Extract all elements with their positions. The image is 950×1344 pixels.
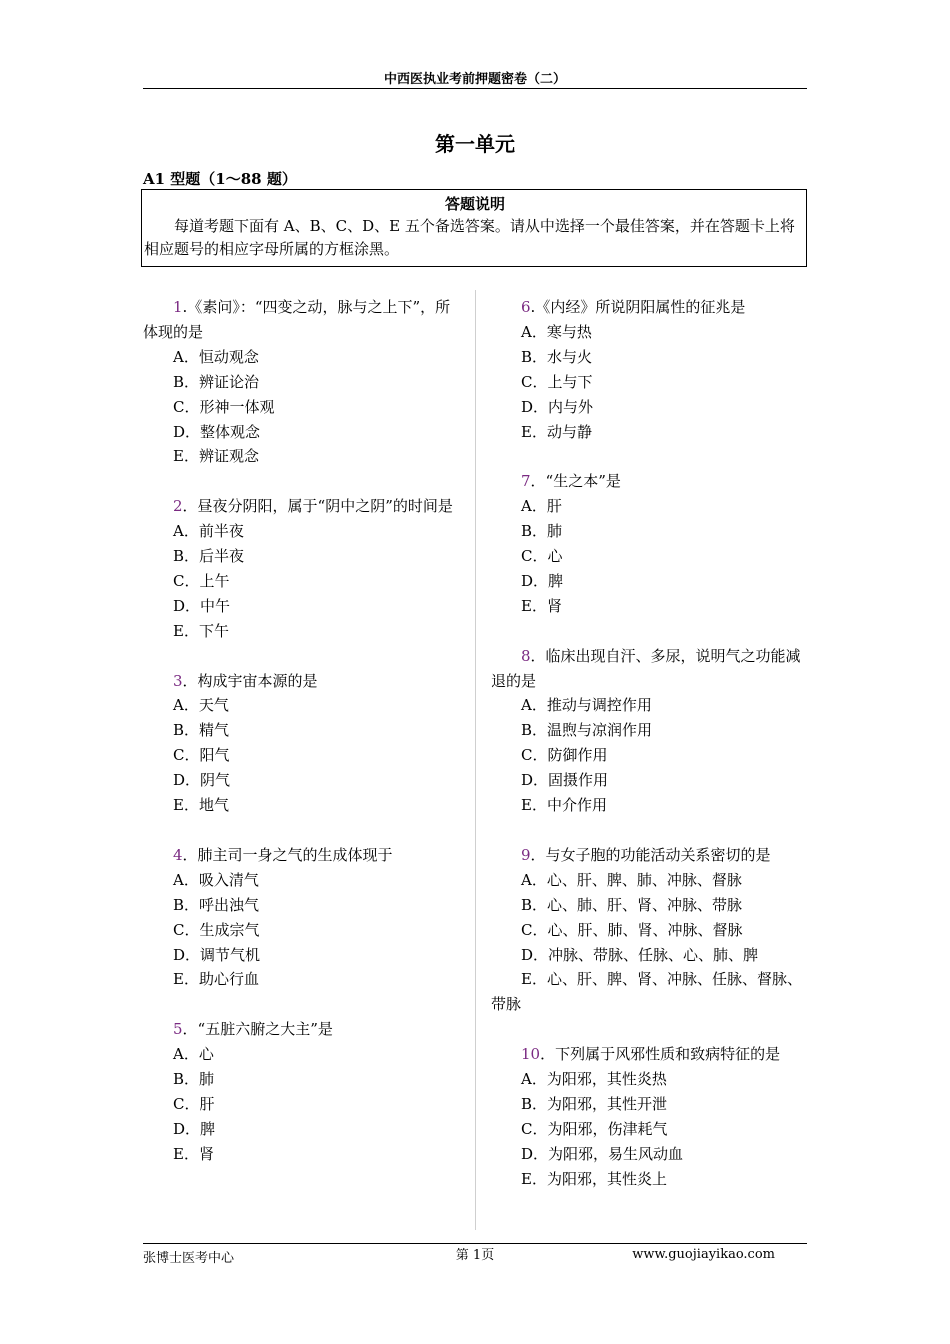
question-text: ．昼夜分阴阳，属于“阴中之阴”的时间是 (182, 497, 453, 516)
answer-option: C．阳气 (173, 746, 230, 765)
question-number: 8 (521, 646, 531, 665)
question-text: ．与女子胞的功能活动关系密切的是 (530, 845, 771, 864)
question-item (491, 1042, 807, 1191)
question-stem (491, 644, 807, 694)
answer-option: B．水与火 (521, 347, 593, 366)
question-number: 10 (521, 1045, 541, 1064)
answer-option: B．呼出浊气 (173, 895, 260, 914)
question-item (143, 295, 461, 469)
question-stem (143, 669, 461, 694)
answer-option: A．心、肝、脾、肺、冲脉、督脉 (521, 870, 742, 889)
answer-option: A．前半夜 (173, 522, 244, 541)
header-divider (143, 88, 807, 89)
answer-option: D．固摄作用 (521, 771, 609, 790)
question-text: .《素问》：“四变之动，脉与之上下”，所体现的是 (143, 298, 451, 341)
answer-option: A．吸入清气 (173, 870, 259, 889)
answer-option: C．形神一体观 (173, 397, 275, 416)
answer-option: D．阴气 (173, 771, 231, 790)
answer-option: E．心、肝、脾、肾、冲脉、任脉、督脉、带脉 (491, 970, 802, 1014)
question-text: ．下列属于风邪性质和致病特征的是 (540, 1045, 781, 1064)
answer-option: E．动与静 (521, 422, 592, 441)
answer-option: B．温煦与凉润作用 (521, 721, 653, 740)
answer-option: A．肝 (521, 497, 562, 516)
answer-option: D．中午 (173, 596, 231, 615)
question-stem (491, 295, 807, 320)
answer-option: D．为阳邪，易生风动血 (521, 1144, 684, 1163)
answer-option: E．肾 (521, 596, 562, 615)
answer-option: A．推动与调控作用 (521, 696, 652, 715)
answer-option: C．上与下 (521, 372, 593, 391)
answer-option: D．冲脉、带脉、任脉、心、肺、脾 (521, 945, 759, 964)
answer-option: B．心、肺、肝、肾、冲脉、带脉 (521, 895, 743, 914)
question-stem (143, 1017, 461, 1042)
section-title: 第一单元 (435, 132, 515, 156)
answer-option: B．肺 (173, 1070, 215, 1089)
answer-option: B．精气 (173, 721, 230, 740)
answer-option: C．生成宗气 (173, 920, 260, 939)
question-item (143, 843, 461, 992)
question-type-label: A1 型题（1～88 题） (143, 170, 297, 188)
answer-option: B．肺 (521, 522, 563, 541)
answer-option: C．为阳邪，伤津耗气 (521, 1119, 668, 1138)
question-text: ．肺主司一身之气的生成体现于 (182, 845, 393, 864)
answer-option: D．调节气机 (173, 945, 261, 964)
answer-option: E．地气 (173, 796, 229, 815)
question-stem (491, 469, 807, 494)
answer-option: A．为阳邪，其性炎热 (521, 1070, 667, 1089)
question-item (143, 1017, 461, 1166)
question-number: 1 (173, 298, 183, 316)
answer-option: C．心、肝、肺、肾、冲脉、督脉 (521, 920, 743, 939)
question-stem (143, 295, 461, 345)
answer-option: E．辨证观念 (173, 447, 259, 466)
instructions-title: 答题说明 (444, 195, 505, 213)
answer-option: A．天气 (173, 696, 229, 715)
question-item (491, 295, 807, 444)
question-number: 3 (173, 671, 183, 690)
question-item (491, 644, 807, 818)
page-number: 第 1页 (455, 1248, 495, 1263)
answer-option: C．防御作用 (521, 746, 608, 765)
answer-option: C．心 (521, 547, 563, 566)
answer-option: E．为阳邪，其性炎上 (521, 1169, 667, 1188)
question-number: 5 (173, 1020, 183, 1039)
answer-option: C．上午 (173, 571, 230, 590)
question-number: 4 (173, 845, 183, 864)
question-item (491, 843, 807, 1017)
answer-option: E．肾 (173, 1144, 214, 1163)
right-question-column (491, 295, 807, 1216)
answer-option: B．辨证论治 (173, 372, 260, 391)
footer-organization: 张博士医考中心 (143, 1251, 235, 1266)
question-number: 2 (173, 497, 183, 516)
answer-option: A．心 (173, 1045, 214, 1064)
answer-option: C．肝 (173, 1094, 215, 1113)
answer-option: D．内与外 (521, 397, 594, 416)
answer-option: D．脾 (173, 1119, 216, 1138)
footer-website: www.guojiayikao.com (632, 1247, 775, 1262)
question-stem (491, 1042, 807, 1067)
answer-option: E．中介作用 (521, 796, 607, 815)
instructions-box (141, 189, 807, 267)
header-title: 中西医执业考前押题密卷（二） (383, 72, 566, 87)
question-stem (143, 843, 461, 868)
answer-option: B．为阳邪，其性开泄 (521, 1094, 668, 1113)
left-question-column (143, 295, 461, 1192)
question-item (143, 494, 461, 643)
question-number: 6 (521, 298, 531, 316)
question-text: ．“生之本”是 (530, 472, 621, 491)
instructions-body: 每道考题下面有 A、B、C、D、E 五个备选答案。请从中选择一个最佳答案，并在答题卡上将相应题号的相应字母所属的方框涂黑。 (144, 217, 795, 258)
question-stem (491, 843, 807, 868)
answer-option: A．恒动观念 (173, 347, 259, 366)
question-item (143, 669, 461, 818)
column-divider (475, 290, 476, 1230)
answer-option: A．寒与热 (521, 322, 592, 341)
answer-option: D．整体观念 (173, 422, 261, 441)
question-text: ．构成宇宙本源的是 (182, 671, 318, 690)
answer-option: E．下午 (173, 621, 229, 640)
question-text: .《内经》所说阴阳属性的征兆是 (530, 298, 746, 316)
question-number: 7 (521, 472, 531, 491)
answer-option: D．脾 (521, 571, 564, 590)
question-stem (143, 494, 461, 519)
answer-option: E．助心行血 (173, 970, 259, 989)
question-text: ．临床出现自汗、多尿，说明气之功能减退的是 (491, 646, 801, 690)
question-item (491, 469, 807, 618)
question-number: 9 (521, 845, 531, 864)
answer-option: B．后半夜 (173, 547, 245, 566)
question-text: ．“五脏六腑之大主”是 (182, 1020, 333, 1039)
